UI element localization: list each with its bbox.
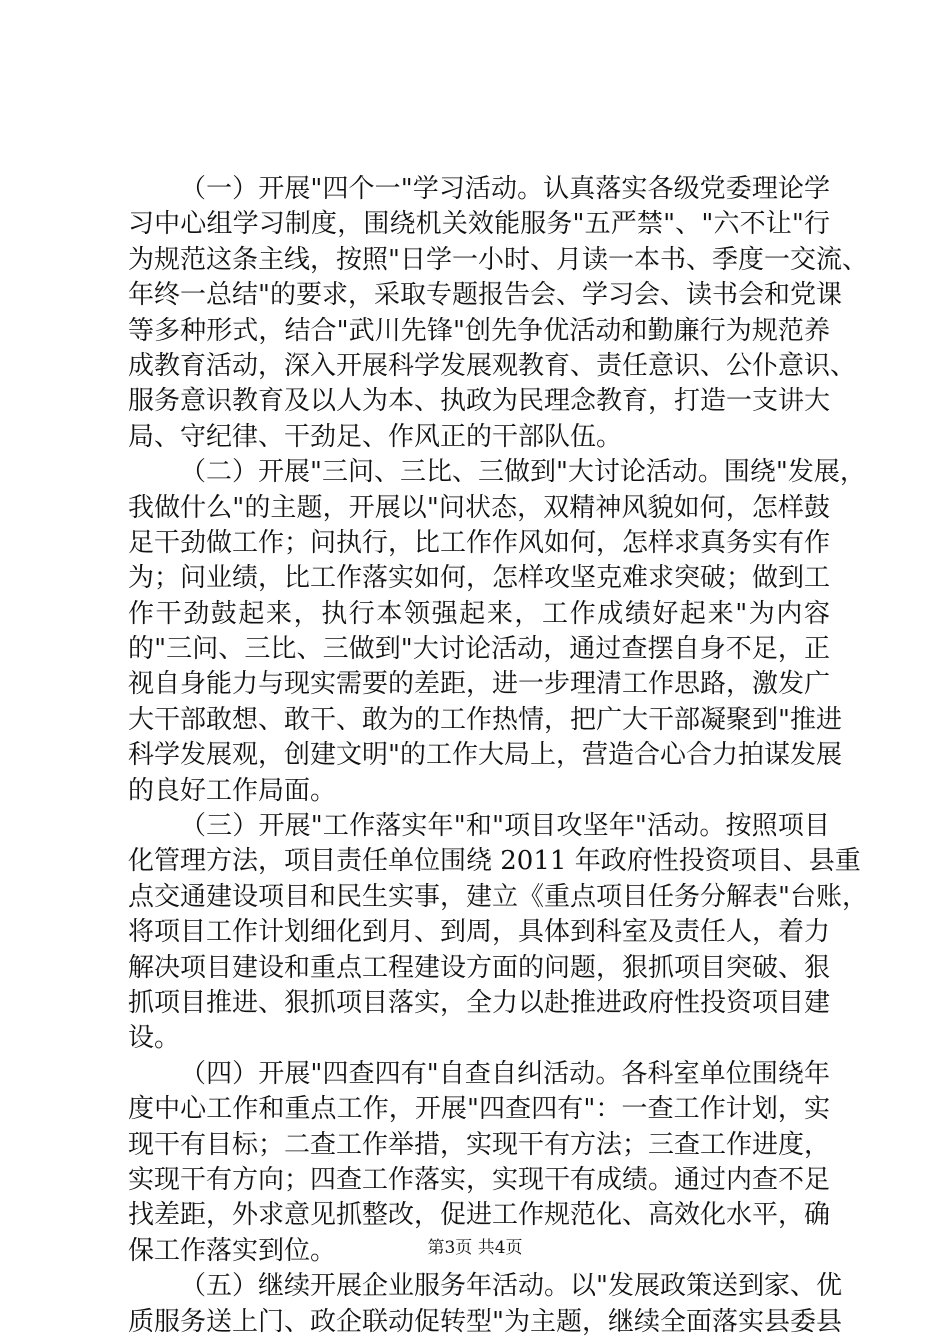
text-line: 足干劲做工作；问执行，比工作作风如何，怎样求真务实有作 — [128, 527, 831, 558]
text-line: 质服务送上门、政企联动促转型"为主题，继续全面落实县委县 — [128, 1306, 842, 1337]
text-line: 成教育活动，深入开展科学发展观教育、责任意识、公仆意识、 — [128, 350, 857, 381]
text-line: 保工作落实到位。 — [128, 1235, 337, 1266]
text-line: 视自身能力与现实需要的差距，进一步理清工作思路，激发广 — [128, 669, 831, 700]
text-line: 设。 — [128, 1023, 181, 1054]
text-line: 化管理方法，项目责任单位围绕 2011 年政府性投资项目、县重 — [128, 846, 861, 877]
text-line: 习中心组学习制度，围绕机关效能服务"五严禁"、"六不让"行 — [128, 209, 830, 240]
text-line: 大干部敢想、敢干、敢为的工作热情，把广大干部凝聚到"推进 — [128, 704, 842, 735]
document-body — [128, 172, 868, 1340]
text-line: 为；问业绩，比工作落实如何，怎样攻坚克难求突破；做到工 — [128, 563, 831, 594]
text-line: 服务意识教育及以人为本、执政为民理念教育，打造一支讲大 — [128, 386, 831, 417]
page-number: 第3页 共4页 — [427, 1238, 523, 1258]
text-line: 将项目工作计划细化到月、到周，具体到科室及责任人，着力 — [128, 917, 831, 948]
text-line: 科学发展观，创建文明"的工作大局上，营造合心合力拍谋发展 — [128, 740, 842, 771]
text-line: 作干劲鼓起来，执行本领强起来，工作成绩好起来"为内容 — [128, 598, 830, 629]
text-line: （一）开展"四个一"学习活动。认真落实各级党委理论学 — [180, 174, 830, 204]
text-line: 现干有目标；二查工作举措，实现干有方法；三查工作进度， — [128, 1129, 831, 1160]
text-line: （五）继续开展企业服务年活动。以"发展政策送到家、优 — [180, 1271, 842, 1302]
text-line: （四）开展"四查四有"自查自纠活动。各科室单位围绕年 — [180, 1058, 830, 1089]
text-line: 为规范这条主线，按照"日学一小时、月读一本书、季度一交流、 — [128, 244, 868, 275]
text-line: 的良好工作局面。 — [128, 775, 337, 806]
text-line: 局、守纪律、干劲足、作风正的干部队伍。 — [128, 421, 623, 452]
text-line: 点交通建设项目和民生实事，建立《重点项目任务分解表"台账， — [128, 881, 868, 912]
text-line: （三）开展"工作落实年"和"项目攻坚年"活动。按照项目 — [180, 811, 830, 842]
text-line: 找差距，外求意见抓整改，促进工作规范化、高效化水平，确 — [128, 1200, 831, 1231]
text-line: 解决项目建设和重点工程建设方面的问题，狠抓项目突破、狠 — [128, 952, 831, 983]
text-line: 度中心工作和重点工作，开展"四查四有"：一查工作计划，实 — [128, 1094, 830, 1125]
page-footer — [0, 1238, 950, 1258]
text-line: 我做什么"的主题，开展以"问状态，双精神风貌如何，怎样鼓 — [128, 492, 830, 523]
text-line: （二）开展"三问、三比、三做到"大讨论活动。围绕"发展， — [180, 457, 866, 488]
text-line: 抓项目推进、狠抓项目落实，全力以赴推进政府性投资项目建 — [128, 987, 831, 1018]
text-line: 实现干有方向；四查工作落实，实现干有成绩。通过内查不足 — [128, 1164, 831, 1195]
text-line: 的"三问、三比、三做到"大讨论活动，通过查摆自身不足，正 — [128, 634, 830, 665]
text-line: 年终一总结"的要求，采取专题报告会、学习会、读书会和党课 — [128, 280, 842, 311]
text-line: 等多种形式，结合"武川先锋"创先争优活动和勤廉行为规范养 — [128, 315, 830, 346]
